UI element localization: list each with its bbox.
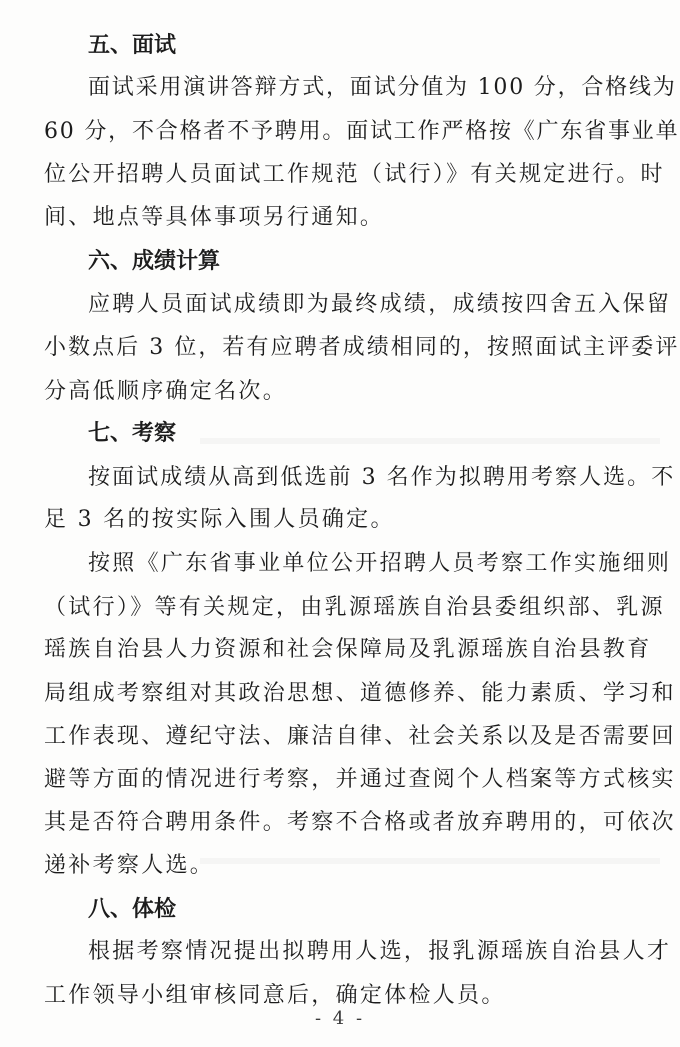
paragraph-line: 工作表现、遵纪守法、廉洁自律、社会关系以及是否需要回: [44, 724, 676, 749]
paragraph-line: 位公开招聘人员面试工作规范（试行）》有关规定进行。时: [44, 162, 665, 187]
paragraph-line: 面试采用演讲答辩方式，面试分值为 100 分，合格线为: [88, 75, 677, 100]
paragraph-line: 按照《广东省事业单位公开招聘人员考察工作实施细则: [88, 551, 672, 576]
paragraph-line: 根据考察情况提出拟聘用人选，报乳源瑶族自治县人才: [88, 939, 672, 964]
paragraph-line: 按面试成绩从高到低选前 3 名作为拟聘用考察人选。不: [88, 465, 676, 490]
paragraph-line: （试行）》等有关规定，由乳源瑶族自治县委组织部、乳源: [44, 595, 665, 620]
section-heading-physical-exam: 八、体检: [88, 897, 177, 922]
section-heading-score-calculation: 六、成绩计算: [88, 249, 221, 274]
paragraph-line: 其是否符合聘用条件。考察不合格或者放弃聘用的，可依次: [44, 810, 676, 835]
paragraph-line: 递补考察人选。: [44, 853, 215, 878]
page-number: - 4 -: [314, 1008, 366, 1029]
paragraph-line: 瑶族自治县人力资源和社会保障局及乳源瑶族自治县教育: [44, 637, 652, 662]
paragraph-line: 工作领导小组审核同意后，确定体检人员。: [44, 983, 506, 1008]
paragraph-line: 间、地点等具体事项另行通知。: [44, 205, 385, 230]
paragraph-line: 分高低顺序确定名次。: [44, 379, 288, 404]
paragraph-line: 60 分，不合格者不予聘用。面试工作严格按《广东省事业单: [44, 119, 680, 144]
paragraph-line: 避等方面的情况进行考察，并通过查阅个人档案等方式核实: [44, 767, 676, 792]
section-heading-interview: 五、面试: [88, 33, 177, 58]
paragraph-line: 足 3 名的按实际入围人员确定。: [44, 507, 395, 532]
paragraph-line: 局组成考察组对其政治思想、道德修养、能力素质、学习和: [44, 681, 676, 706]
paragraph-line: 小数点后 3 位，若有应聘者成绩相同的，按照面试主评委评: [44, 335, 680, 360]
paragraph-line: 应聘人员面试成绩即为最终成绩，成绩按四舍五入保留: [88, 292, 672, 317]
section-heading-inspection: 七、考察: [88, 421, 177, 446]
